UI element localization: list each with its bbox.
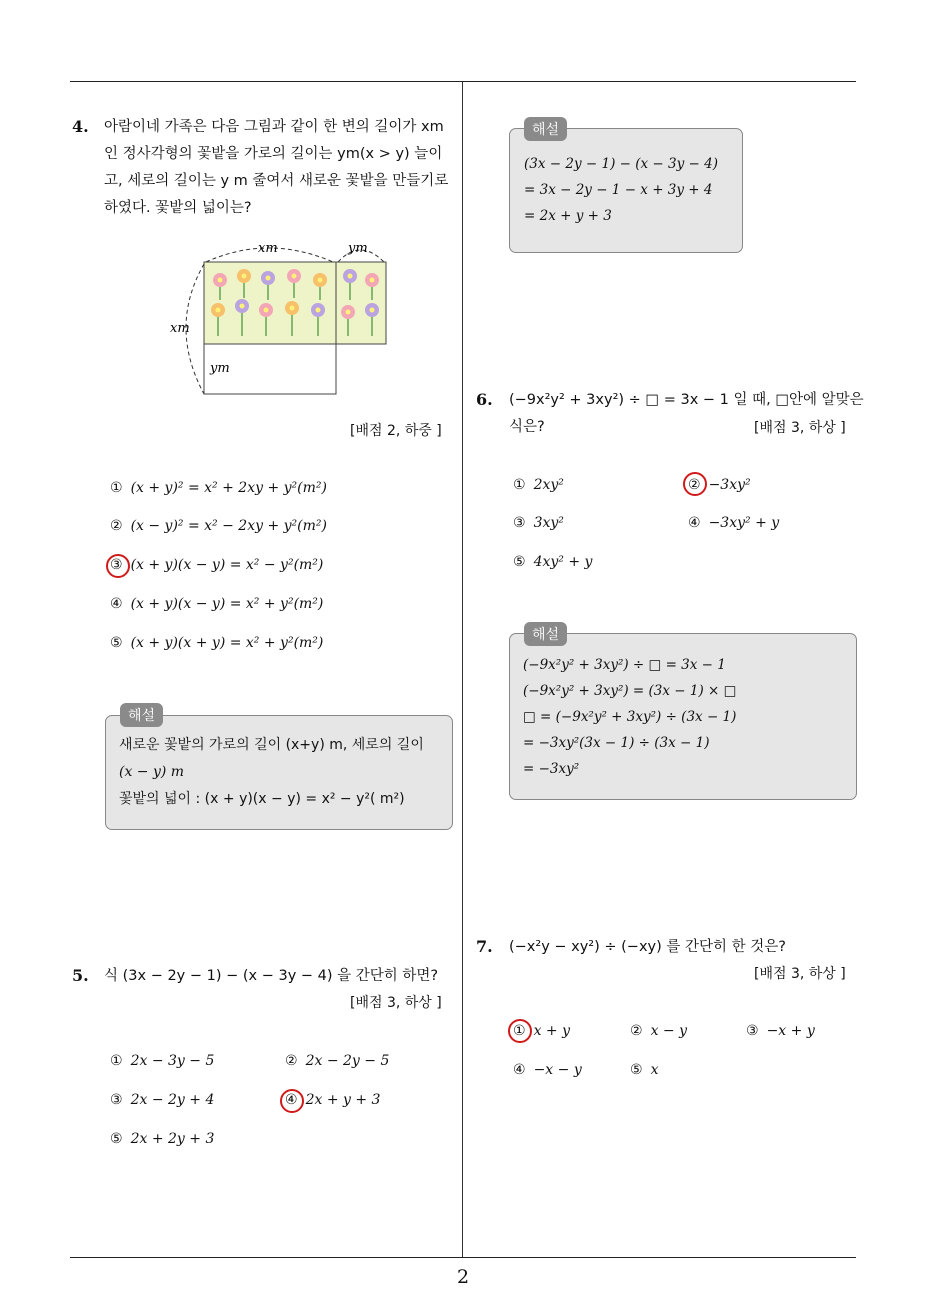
solution-line: = 3x − 2y − 1 − x + 3y + 4 [524, 182, 713, 198]
answer-mark-circle [106, 554, 130, 578]
q4-text-line: 하였다. 꽃밭의 넓이는? [104, 200, 252, 216]
q7-score: [배점 3, 하상 ] [754, 966, 846, 982]
q6-option-5[interactable] [513, 554, 592, 570]
option-text: 3xy² [533, 515, 564, 531]
option-number: ③ [110, 557, 123, 573]
option-text: −x − y [533, 1062, 582, 1078]
option-text: 2x + y + 3 [305, 1092, 381, 1108]
q5-text: 식 (3x − 2y − 1) − (x − 3y − 4) 을 간단히 하면? [104, 968, 439, 984]
option-text: −3xy² [708, 477, 751, 493]
figure-label-top-y: ym [348, 241, 368, 256]
option-text: (x + y)(x − y) = x² − y²(m²) [130, 557, 324, 573]
option-text: (x − y)² = x² − 2xy + y²(m²) [130, 518, 327, 534]
option-text: 2x − 2y − 5 [305, 1053, 390, 1069]
option-number: ④ [110, 596, 123, 612]
option-number: ② [285, 1053, 298, 1069]
solution-line: (x − y) m [119, 764, 185, 780]
option-text: (x + y)² = x² + 2xy + y²(m²) [130, 480, 327, 496]
solution-badge: 해설 [524, 117, 567, 141]
q6-text-line: (−9x²y² + 3xy²) ÷ □ = 3x − 1 일 때, □안에 알맞은 [509, 392, 864, 408]
option-text: x − y [650, 1023, 687, 1039]
q4-option-1[interactable] [110, 480, 327, 496]
q5-option-5[interactable] [110, 1131, 214, 1147]
q6-option-1[interactable] [513, 477, 564, 493]
q7-option-2[interactable] [630, 1023, 687, 1039]
option-number: ① [513, 1023, 526, 1039]
option-text: 2x − 3y − 5 [130, 1053, 215, 1069]
solution-line: = 2x + y + 3 [524, 208, 612, 224]
q7-number: 7. [476, 937, 493, 956]
q6-text-line: 식은? [509, 419, 545, 435]
q6-solution [523, 652, 736, 782]
q7-text: (−x²y − xy²) ÷ (−xy) 를 간단히 한 것은? [509, 939, 786, 955]
q6-score: [배점 3, 하상 ] [754, 420, 846, 436]
q5-number: 5. [72, 966, 89, 985]
q5-option-1[interactable] [110, 1053, 214, 1069]
solution-line: 새로운 꽃밭의 가로의 길이 (x+y) m, 세로의 길이 [119, 737, 424, 753]
solution-line: = −3xy²(3x − 1) ÷ (3x − 1) [523, 735, 710, 751]
option-text: x + y [533, 1023, 570, 1039]
solution-line: (−9x²y² + 3xy²) = (3x − 1) × □ [523, 683, 737, 699]
option-number: ⑤ [630, 1062, 643, 1078]
top-rule [70, 81, 856, 82]
q5-solution [524, 151, 718, 229]
option-text: 2x + 2y + 3 [130, 1131, 215, 1147]
solution-badge: 해설 [120, 703, 163, 727]
option-text: −3xy² + y [708, 515, 780, 531]
q7-option-5[interactable] [630, 1062, 658, 1078]
option-number: ② [110, 518, 123, 534]
option-text: (x + y)(x + y) = x² + y²(m²) [130, 635, 324, 651]
option-number: ⑤ [513, 554, 526, 570]
q4-text-line: 아람이네 가족은 다음 그림과 같이 한 변의 길이가 xm [104, 119, 444, 135]
q4-text [104, 114, 456, 222]
option-number: ③ [746, 1023, 759, 1039]
q4-text-line: 고, 세로의 길이는 y m 줄여서 새로운 꽃밭을 만들기로 [104, 173, 449, 189]
option-number: ③ [513, 515, 526, 531]
option-number: ② [630, 1023, 643, 1039]
q5-score: [배점 3, 하상 ] [350, 995, 442, 1011]
figure-label-left-x: xm [170, 321, 190, 336]
solution-line: (3x − 2y − 1) − (x − 3y − 4) [524, 156, 718, 172]
option-number: ④ [285, 1092, 298, 1108]
solution-line: = −3xy² [523, 761, 580, 777]
option-text: −x + y [766, 1023, 815, 1039]
q4-solution [119, 732, 424, 813]
answer-mark-circle [508, 1019, 532, 1043]
option-text: 2x − 2y + 4 [130, 1092, 215, 1108]
option-number: ⑤ [110, 1131, 123, 1147]
option-number: ④ [513, 1062, 526, 1078]
q5-option-2[interactable] [285, 1053, 389, 1069]
solution-line: (−9x²y² + 3xy²) ÷ □ = 3x − 1 [523, 657, 726, 673]
option-number: ① [513, 477, 526, 493]
figure-label-inner-y: ym [210, 361, 230, 376]
flower-garden-figure [168, 232, 396, 402]
option-number: ③ [110, 1092, 123, 1108]
option-text: x [650, 1062, 659, 1078]
answer-mark-circle [683, 472, 707, 496]
q7-option-4[interactable] [513, 1062, 582, 1078]
figure-label-top-x: xm [258, 241, 278, 256]
q5-solution-box [509, 128, 743, 253]
q4-option-4[interactable] [110, 596, 323, 612]
option-number: ⑤ [110, 635, 123, 651]
option-text: (x + y)(x − y) = x² + y²(m²) [130, 596, 324, 612]
option-number: ④ [688, 515, 701, 531]
option-text: 2xy² [533, 477, 564, 493]
q6-solution-box [509, 633, 857, 800]
q4-solution-box [105, 715, 453, 830]
q6-option-4[interactable] [688, 515, 779, 531]
option-number: ① [110, 480, 123, 496]
q4-option-5[interactable] [110, 635, 323, 651]
q6-number: 6. [476, 390, 493, 409]
option-number: ② [688, 477, 701, 493]
q4-option-2[interactable] [110, 518, 327, 534]
q4-number: 4. [72, 117, 89, 136]
option-text: 4xy² + y [533, 554, 593, 570]
q5-option-3[interactable] [110, 1092, 214, 1108]
solution-line: □ = (−9x²y² + 3xy²) ÷ (3x − 1) [523, 709, 737, 725]
page-number: 2 [456, 1266, 470, 1288]
answer-mark-circle [280, 1089, 304, 1113]
q4-option-3[interactable] [110, 557, 323, 573]
q6-option-3[interactable] [513, 515, 564, 531]
q7-option-3[interactable] [746, 1023, 815, 1039]
column-divider [462, 82, 463, 1257]
q4-text-line: 인 정사각형의 꽃밭을 가로의 길이는 ym(x > y) 늘이 [104, 146, 443, 162]
option-number: ① [110, 1053, 123, 1069]
solution-line: 꽃밭의 넓이 : (x + y)(x − y) = x² − y²( m²) [119, 791, 405, 807]
q4-score: [배점 2, 하중 ] [350, 423, 442, 439]
solution-badge: 해설 [524, 622, 567, 646]
bottom-rule [70, 1257, 856, 1258]
